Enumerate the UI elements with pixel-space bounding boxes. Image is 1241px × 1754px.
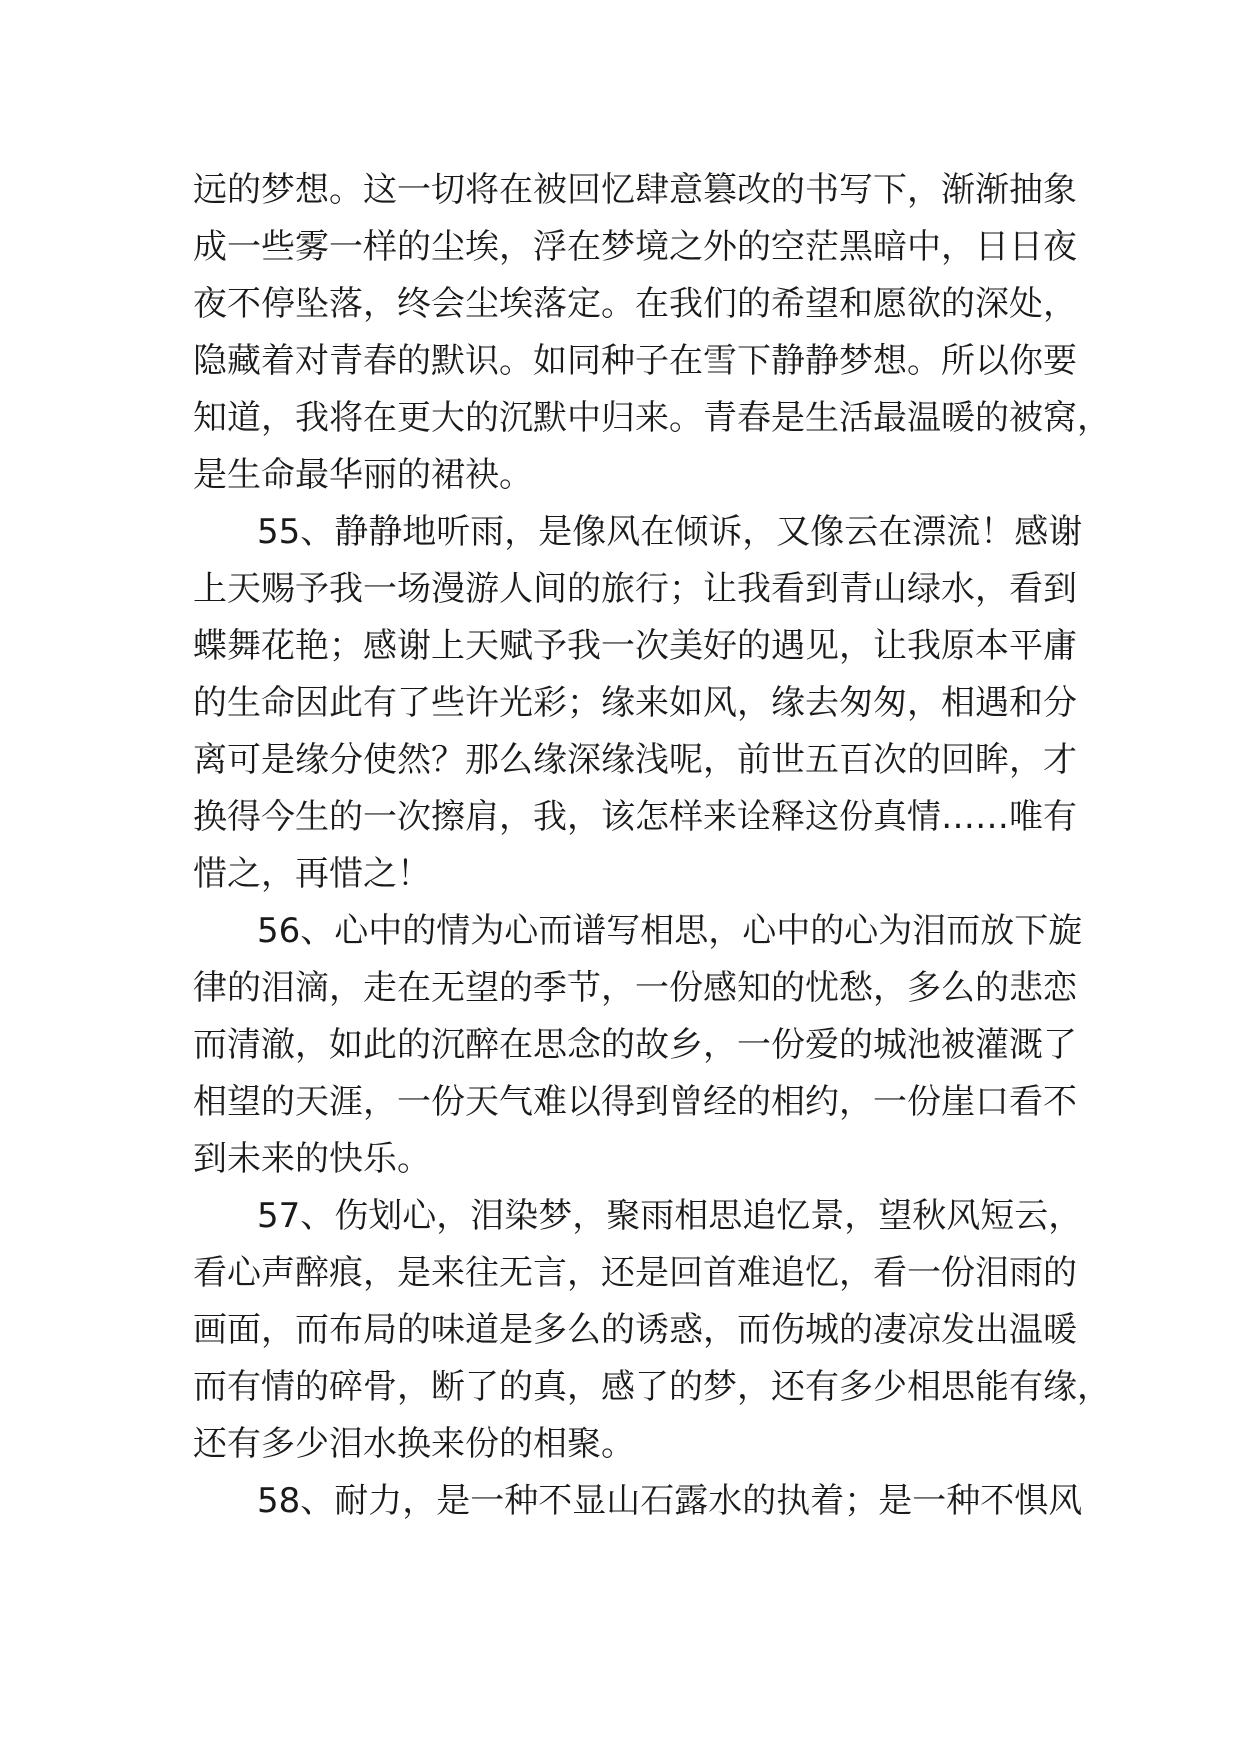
- text-line: 上天赐予我一场漫游人间的旅行；让我看到青山绿水，看到: [193, 569, 1077, 609]
- paragraph-55: [193, 504, 1083, 903]
- text-line: 换得今生的一次擦肩，我，该怎样来诠释这份真情……唯有: [193, 797, 1077, 837]
- text-line: 离可是缘分使然？那么缘深缘浅呢，前世五百次的回眸，才: [193, 740, 1077, 780]
- text-line: 55、静静地听雨，是像风在倾诉，又像云在漂流！感谢: [257, 512, 1083, 552]
- text-line: 远的梦想。这一切将在被回忆肆意篡改的书写下，渐渐抽象: [193, 170, 1077, 210]
- paragraph-57: [193, 1188, 1111, 1473]
- text-line: 蝶舞花艳；感谢上天赋予我一次美好的遇见，让我原本平庸: [193, 626, 1077, 666]
- text-line: 相望的天涯，一份天气难以得到曾经的相约，一份崖口看不: [193, 1082, 1077, 1122]
- text-line: 律的泪滴，走在无望的季节，一份感知的忧愁，多么的悲恋: [193, 968, 1077, 1008]
- paragraph-continued: [193, 162, 1111, 504]
- text-line: 而清澈，如此的沉醉在思念的故乡，一份爱的城池被灌溉了: [193, 1025, 1077, 1065]
- text-line: 的生命因此有了些许光彩；缘来如风，缘去匆匆，相遇和分: [193, 683, 1077, 723]
- paragraph-56: [193, 903, 1083, 1188]
- document-body: [193, 162, 1111, 1530]
- text-line: 到未来的快乐。: [193, 1139, 431, 1179]
- text-line: 56、心中的情为心而谱写相思，心中的心为泪而放下旋: [257, 911, 1083, 951]
- text-line: 而有情的碎骨，断了的真，感了的梦，还有多少相思能有缘，: [193, 1367, 1111, 1407]
- text-line: 57、伤划心，泪染梦，聚雨相思追忆景，望秋风短云，: [257, 1196, 1083, 1236]
- text-line: 成一些雾一样的尘埃，浮在梦境之外的空茫黑暗中，日日夜: [193, 227, 1077, 267]
- text-line: 还有多少泪水换来份的相聚。: [193, 1424, 635, 1464]
- text-line: 惜之，再惜之！: [193, 854, 431, 894]
- text-line: 是生命最华丽的裙袂。: [193, 455, 533, 495]
- text-line: 知道，我将在更大的沉默中归来。青春是生活最温暖的被窝，: [193, 398, 1111, 438]
- text-line: 画面，而布局的味道是多么的诱惑，而伤城的凄凉发出温暖: [193, 1310, 1077, 1350]
- text-line: 隐藏着对青春的默识。如同种子在雪下静静梦想。所以你要: [193, 341, 1077, 381]
- text-line: 夜不停坠落，终会尘埃落定。在我们的希望和愿欲的深处，: [193, 284, 1077, 324]
- text-line: 58、耐力，是一种不显山石露水的执着；是一种不惧风: [257, 1481, 1083, 1521]
- text-line: 看心声醉痕，是来往无言，还是回首难追忆，看一份泪雨的: [193, 1253, 1077, 1293]
- paragraph-58: [193, 1473, 1083, 1530]
